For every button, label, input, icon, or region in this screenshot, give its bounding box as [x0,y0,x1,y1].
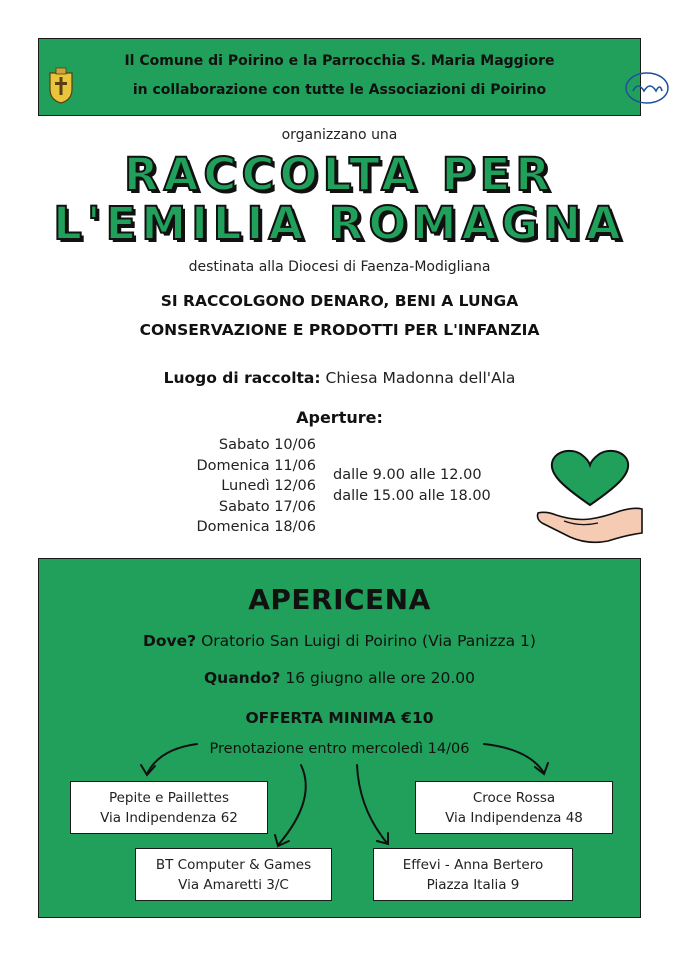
where-label: Dove? [143,632,197,650]
opening-day: Sabato 10/06 [218,437,316,453]
booking-point-address: Via Amaretti 3/C [178,877,289,893]
opening-day: Domenica 18/06 [196,519,316,535]
apericena-title: APERICENA [248,583,431,616]
booking-point-name: Effevi - Anna Bertero [402,857,544,873]
when-line [39,669,640,687]
opening-hours-afternoon: dalle 15.00 alle 18.00 [333,487,491,504]
booking-point-card [135,848,332,901]
opening-title: Aperture: [296,408,383,427]
opening-hours [333,465,491,506]
place-label: Luogo di raccolta: [163,369,321,387]
heart-in-hand-icon [534,447,646,547]
opening-hours-morning: dalle 9.00 alle 12.00 [333,467,482,483]
booking-point-address: Piazza Italia 9 [426,877,520,893]
title-line-1: RACCOLTA PER [123,148,556,201]
booking-point-address: Via Indipendenza 48 [445,810,583,826]
booking-point-card [70,781,268,834]
booking-deadline: Prenotazione entro mercoledì 14/06 [209,741,470,757]
opening-day: Sabato 17/06 [218,498,316,515]
booking-point-name: Pepite e Paillettes [108,790,230,806]
when-label: Quando? [203,669,281,687]
minimum-offer: OFFERTA MINIMA €10 [245,709,434,727]
opening-day: Lunedì 12/06 [221,478,316,494]
collection-line-1: SI RACCOLGONO DENARO, BENI A LUNGA [160,292,519,310]
header-line-2: in collaborazione con tutte le Associazioni di Poirino [132,82,547,98]
where-line [39,632,640,650]
booking-point-card [415,781,613,834]
opening-days [196,435,316,538]
when-value: 16 giugno alle ore 20.00 [285,669,475,687]
header-banner [38,38,641,116]
booking-point-name: BT Computer & Games [155,857,312,873]
title-line-2: L'EMILIA ROMAGNA [53,197,626,250]
booking-point-address: Via Indipendenza 62 [100,810,238,826]
header-line-1: Il Comune di Poirino e la Parrocchia S. Maria Maggiore [124,53,555,69]
collection-line-2: CONSERVAZIONE E PRODOTTI PER L'INFANZIA [139,321,540,339]
place-value: Chiesa Madonna dell'Ala [325,369,516,387]
destination-text: destinata alla Diocesi di Faenza-Modigliana [188,259,491,275]
intro-text: organizzano una [281,127,398,143]
where-value: Oratorio San Luigi di Poirino (Via Panizza 1) [201,632,536,650]
opening-day: Domenica 11/06 [196,457,316,474]
booking-point-name: Croce Rossa [472,790,556,806]
apericena-panel [38,558,641,918]
collection-place [0,369,679,387]
associations-logo-icon [624,71,670,105]
booking-point-card [373,848,573,901]
